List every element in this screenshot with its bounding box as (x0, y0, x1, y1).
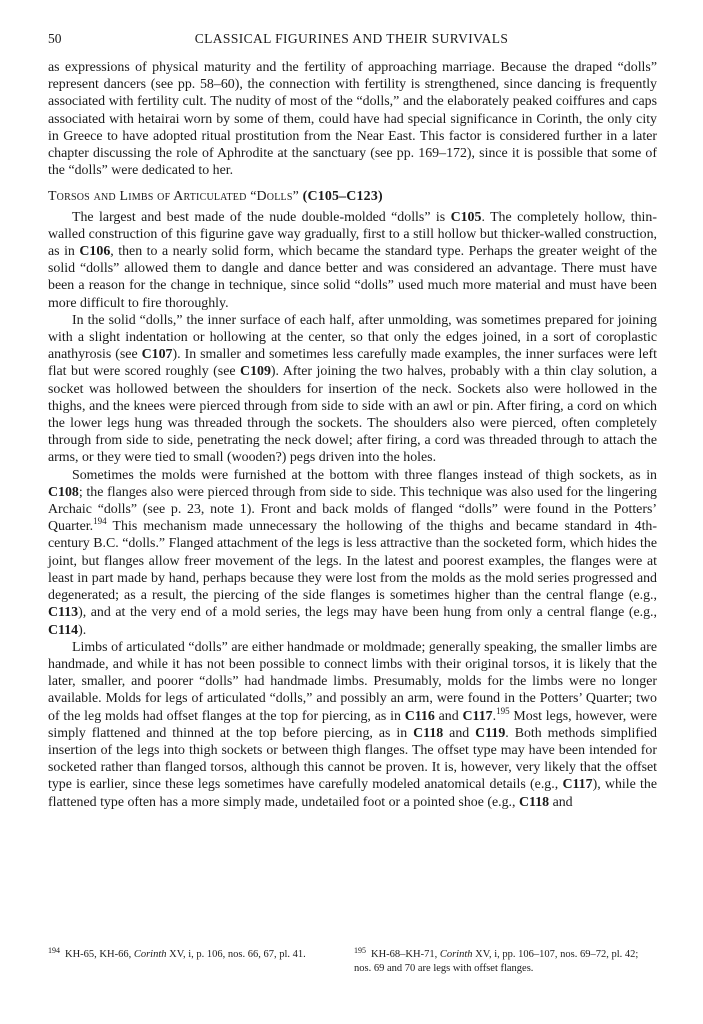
italic-title: Corinth (133, 949, 167, 960)
running-title: CLASSICAL FIGURINES AND THEIR SURVIVALS (194, 31, 509, 46)
catalog-ref: C116 (404, 708, 435, 724)
footnote-194 (48, 944, 338, 962)
text-run: ). After joining the two halves, probably with a thin clay solution, a socket was hollowed between the shoulders for insertion of the neck. Sockets also were hollowed in the thighs, and the knees were pierced through from side to side with an awl or pin. After firing, a cord on which the lower legs hung was threaded through the sockets. The shoulders also were pierced, often completely through from side to side, penetrating the neck dowel; after firing, a cord was threaded through to attach the arms, or they were tied to small (wooden?) pegs driven into the holes. (48, 364, 657, 466)
text-run: . The completely hollow, thin-walled construction of this figurine gave way gradually, first to a still hollow but thicker-walled construction, as in (48, 209, 657, 260)
catalog-ref: C118 (413, 725, 444, 741)
intro-paragraph: as expressions of physical maturity and the fertility of approaching marriage. Because the draped “dolls” represent dancers (see pp. 58–60), the connection with fertility is strengthened, since dancing is frequently associated with fertility cult. The nudity of most of the “dolls,” and the elaborately peaked coiffures and caps associated with hetairai worn by some of them, could have had special significance in Corinth, the only city in Greece to have adopted ritual prostitution from the Near East. This factor is considered further in a later chapter discussing the role of Aphrodite at the sanctuary (see pp. 169–172), since it is possible that some of the “dolls” were dedicated to her. (48, 60, 657, 179)
page-number: 50 (48, 31, 62, 46)
catalog-ref: C114 (48, 622, 79, 638)
paragraph-4 (48, 639, 657, 811)
paragraph-2 (48, 312, 657, 467)
text-run: , then to a nearly solid form, which became the standard type. Perhaps the greater weight of the solid “dolls” allowed them to dangle and dance better and was considered an advantage. There must have been a reason for the change in technique, since solid “dolls” used much more material and must have been more difficult to fire thoroughly. (48, 244, 657, 311)
text-run: . Both methods simplified insertion of the legs into thigh sockets or between thigh flanges. The offset type may have been intended for socketed rather than flanged torsos, although this cannot be proven. It is, however, very likely that the offset type is earlier, since these legs sometimes have carefully modeled anatomical details (e.g., (48, 725, 658, 793)
text-run: XV, i, p. 106, nos. 66, 67, pl. 41. (166, 949, 306, 960)
text-run: ), and at the very end of a mold series, the legs may have been hung from only a central flange (e.g., (78, 605, 657, 621)
section-heading-range: (C105–C123) (302, 189, 383, 205)
paragraph-1 (48, 209, 657, 312)
main-text (48, 59, 657, 811)
catalog-ref: C113 (48, 605, 79, 621)
italic-title: Corinth (439, 949, 473, 960)
text-run: Most legs, however, were simply flattened and thinned at the top before piercing, as in (48, 708, 657, 741)
text-run: ), while the flattened type often has a more simply made, undetailed foot or a pointed shoe (e.g., (48, 777, 657, 810)
text-run: and (443, 725, 476, 741)
footnote-number: 194 (48, 946, 60, 955)
text-run: The largest and best made of the nude double-molded “dolls” is (72, 209, 451, 225)
text-run: ; the flanges also were pierced through from side to side. This technique was also used for the lingering Archaic “dolls” (see p. 23, note 1). Front and back molds of flanged “dolls” were found in the Potters’ Quarter. (48, 484, 657, 535)
text-run: Sometimes the molds were furnished at the bottom with three flanges instead of thigh sockets, as in (72, 467, 657, 483)
paragraph-3 (48, 467, 657, 639)
catalog-ref: C105 (450, 209, 482, 225)
catalog-ref: C118 (518, 794, 550, 810)
text-run: This mechanism made unnecessary the hollowing of the thighs and became standard in 4th-century (48, 519, 657, 552)
catalog-ref: C117 (462, 708, 493, 724)
catalog-ref: C109 (240, 364, 271, 380)
text-run: “dolls.” Flanged attachment of the legs is less attractive than the socketed form, which hides the joint, but flanges allow freer movement of the legs. In the latest and poorest examples, the flanges were at least in part made by hand, perhaps because they were lost from the molds as the mold series progressed and degenerated; as a result, the piercing of the side flanges is sometimes higher than the central flange (e.g., (48, 536, 658, 604)
text-run: KH-65, KH-66, (65, 949, 134, 960)
text-run: and (549, 794, 573, 810)
text-run: In the solid “dolls,” the inner surface of each half, after unmolding, was sometimes prepared for joining with a slight indentation or hollowing at the center, so that only the edges joined, in a sort of coroplastic anathyrosis (see (48, 312, 657, 363)
catalog-ref: C117 (562, 777, 593, 793)
footnote-ref-195[interactable]: 195 (496, 705, 510, 716)
text-run: . (492, 708, 497, 724)
footnote-ref-194[interactable]: 194 (93, 516, 107, 527)
footnote-195 (354, 944, 657, 976)
catalog-ref: C107 (141, 347, 173, 363)
catalog-ref: C119 (475, 725, 506, 741)
era-abbrev: B.C. (93, 536, 119, 552)
section-heading-title: Torsos and Limbs of Articulated “Dolls” (48, 189, 299, 205)
running-header (48, 31, 655, 51)
footnote-number: 195 (354, 946, 366, 955)
text-run: KH-68–KH-71, (371, 949, 440, 960)
text-run: ). In smaller and sometimes less carefully made examples, the inner surfaces were left flat but were scored roughly (see (48, 347, 658, 380)
catalog-ref: C106 (79, 244, 111, 260)
text-run: ). (78, 622, 87, 638)
section-heading (48, 188, 657, 205)
text-run: and (434, 708, 463, 724)
catalog-ref: C108 (48, 484, 79, 500)
text-run: Limbs of articulated “dolls” are either handmade or moldmade; generally speaking, the smaller limbs are handmade, and while it has not been possible to connect limbs with their original torsos, it is likely that the later, smaller, and poorer “dolls” had handmade limbs. Presumably, molds for the limbs were no longer available. Molds for legs of articulated “dolls,” and possibly an arm, were found in the Potters’ Quarter; two of the leg molds had offset flanges at the top for piercing, as in (48, 639, 657, 724)
text-run: XV, i, pp. 106–107, nos. 69–72, pl. 42; nos. 69 and 70 are legs with offset flanges. (354, 949, 639, 974)
